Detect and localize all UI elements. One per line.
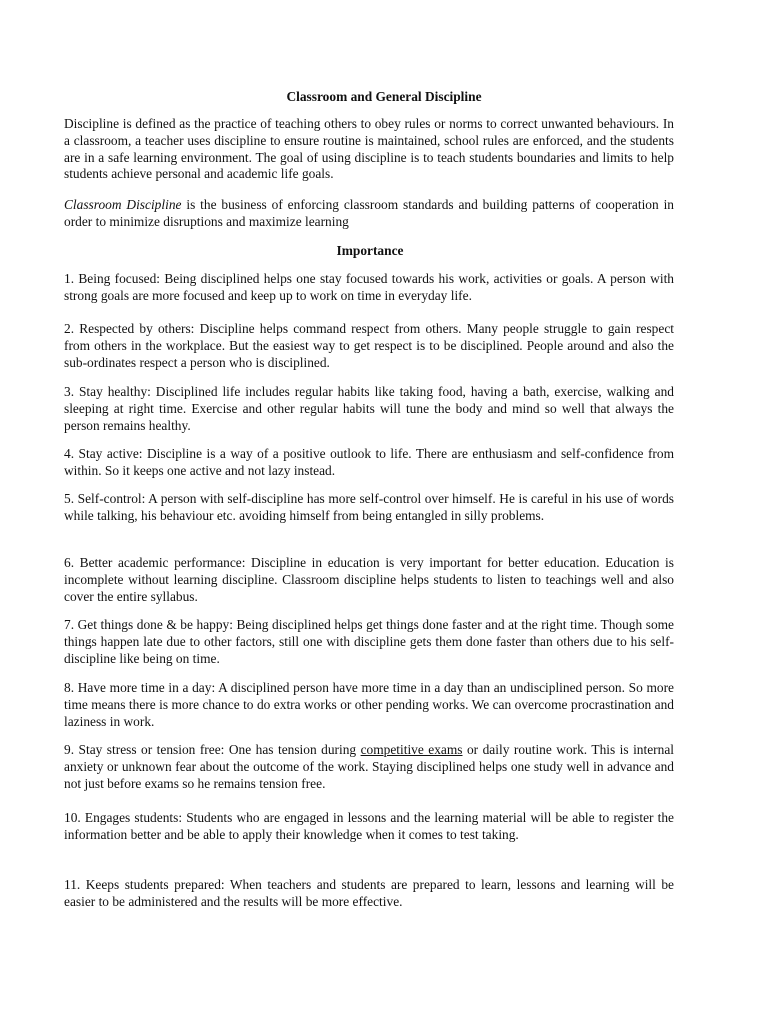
point-11: 11. Keeps students prepared: When teachers and students are prepared to learn, lessons and learning will be easier to be administered and the results will be more effective.	[64, 877, 674, 909]
competitive-exams-link[interactable]: competitive exams	[360, 742, 463, 757]
point-7: 7. Get things done & be happy: Being disciplined helps get things done faster and at the right time. Though some things happen late due to other factors, still one with discipline gets them done faster than others due to his self-discipline like being on time.	[64, 617, 674, 666]
classroom-discipline-definition	[64, 197, 674, 231]
point-2: 2. Respected by others: Discipline helps command respect from others. Many people struggle to gain respect from others in the workplace. But the easiest way to get respect is to be disciplined. People around and also the sub-ordinates respect a person who is disciplined.	[64, 321, 674, 370]
point-1: 1. Being focused: Being disciplined helps one stay focused towards his work, activities or goals. A person with strong goals are more focused and keep up to work on time in everyday life.	[64, 271, 674, 303]
document-title: Classroom and General Discipline	[286, 89, 482, 104]
point-9-after: or daily routine work. This is internal anxiety or unknown fear about the outcome of the work. Staying disciplined helps one study well in advance and not just before exams so he remains tension free.	[64, 742, 674, 791]
point-6: 6. Better academic performance: Discipline in education is very important for better education. Education is incomplete without learning discipline. Classroom discipline helps students to listen to teachings well and also cover the entire syllabus.	[64, 555, 674, 604]
intro-paragraph: Discipline is defined as the practice of teaching others to obey rules or norms to correct unwanted behaviours. In a classroom, a teacher uses discipline to ensure routine is maintained, school rules are enforced, and the students are in a safe learning environment. The goal of using discipline is to teach students boundaries and limits to help students achieve personal and academic life goals.	[64, 116, 674, 182]
classroom-discipline-term: Classroom Discipline	[64, 197, 182, 212]
point-3: 3. Stay healthy: Disciplined life includes regular habits like taking food, having a bath, exercise, walking and sleeping at right time. Exercise and other regular habits will tune the body and mind so well that always the person remains healthy.	[64, 384, 674, 433]
importance-heading: Importance	[336, 243, 404, 258]
point-9-before: 9. Stay stress or tension free: One has tension during	[64, 742, 361, 757]
point-8: 8. Have more time in a day: A disciplined person have more time in a day than an undisciplined person. So more time means there is more chance to do extra works or other pending works. We can overcome procrastination and laziness in work.	[64, 680, 674, 729]
point-10: 10. Engages students: Students who are engaged in lessons and the learning material will be able to register the information better and be able to apply their knowledge when it comes to test taking.	[64, 810, 674, 842]
point-9	[64, 742, 674, 792]
point-4: 4. Stay active: Discipline is a way of a positive outlook to life. There are enthusiasm and self-confidence from within. So it keeps one active and not lazy instead.	[64, 446, 674, 478]
point-5: 5. Self-control: A person with self-discipline has more self-control over himself. He is careful in his use of words while talking, his behaviour etc. avoiding himself from being entangled in silly problems.	[64, 491, 674, 523]
classroom-discipline-text: is the business of enforcing classroom standards and building patterns of cooperation in order to minimize disruptions and maximize learning	[64, 197, 674, 229]
